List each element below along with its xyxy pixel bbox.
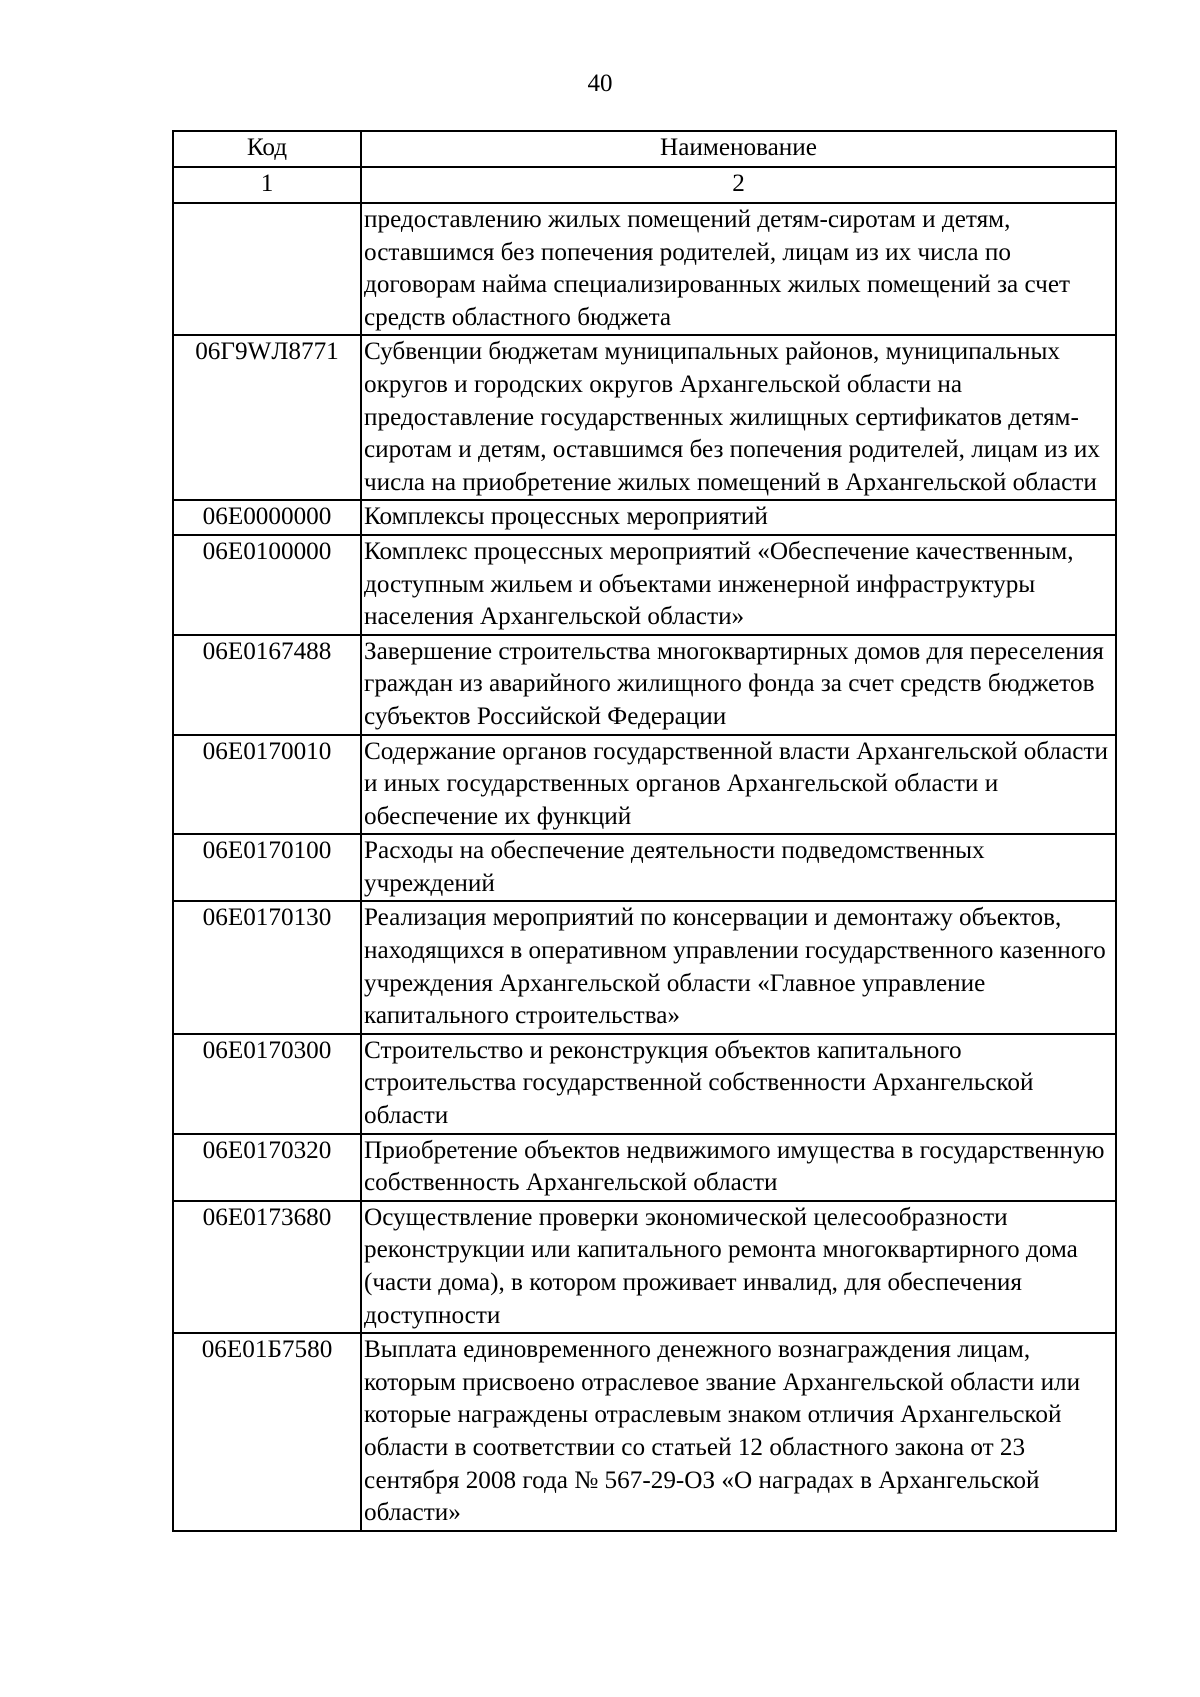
column-number-1: 1 (173, 167, 361, 203)
row-code: 06Е0167488 (173, 635, 361, 735)
table-row (173, 735, 1116, 835)
row-code: 06Е0170100 (173, 834, 361, 901)
table-row (173, 1333, 1116, 1531)
row-name: Выплата единовременного денежного вознаграждения лицам, которым присвоено отраслевое звание Архангельской области или которые награждены отраслевым знаком отличия Архангельской области в соответствии со статьей 12 областного закона от 23 сентября 2008 года № 567-29-ОЗ «О наградах в Архангельской области» (361, 1333, 1116, 1531)
column-number-row (173, 167, 1116, 203)
table-row (173, 335, 1116, 500)
header-row (173, 131, 1116, 167)
row-code: 06Е0100000 (173, 535, 361, 635)
row-code: 06Е0170010 (173, 735, 361, 835)
header-name: Наименование (361, 131, 1116, 167)
table-body (173, 203, 1116, 1531)
row-name: Приобретение объектов недвижимого имущества в государственную собственность Архангельской области (361, 1134, 1116, 1201)
table-row (173, 635, 1116, 735)
row-code: 06Е0170320 (173, 1134, 361, 1201)
table-row (173, 901, 1116, 1033)
row-code: 06Е0170300 (173, 1034, 361, 1134)
row-name: Завершение строительства многоквартирных домов для переселения граждан из аварийного жилищного фонда за счет средств бюджетов субъектов Российской Федерации (361, 635, 1116, 735)
row-name: предоставлению жилых помещений детям-сиротам и детям, оставшимся без попечения родителей, лицам из их числа по договорам найма специализированных жилых помещений за счет средств областного бюджета (361, 203, 1116, 335)
row-name: Расходы на обеспечение деятельности подведомственных учреждений (361, 834, 1116, 901)
row-name: Осуществление проверки экономической целесообразности реконструкции или капитального ремонта многоквартирного дома (части дома), в котором проживает инвалид, для обеспечения доступности (361, 1201, 1116, 1333)
row-name: Содержание органов государственной власти Архангельской области и иных государственных органов Архангельской области и обеспечение их функций (361, 735, 1116, 835)
row-code: 06Е01Б7580 (173, 1333, 361, 1531)
table-row (173, 500, 1116, 535)
table-row (173, 1034, 1116, 1134)
row-code: 06Е0170130 (173, 901, 361, 1033)
row-name: Реализация мероприятий по консервации и демонтажу объектов, находящихся в оперативном управлении государственного казенного учреждения Архангельской области «Главное управление капитального строительства» (361, 901, 1116, 1033)
row-name: Строительство и реконструкция объектов капитального строительства государственной собственности Архангельской области (361, 1034, 1116, 1134)
budget-codes-table (172, 130, 1117, 1532)
row-code: 06Е0000000 (173, 500, 361, 535)
header-code: Код (173, 131, 361, 167)
table-row (173, 203, 1116, 335)
row-name: Комплексы процессных мероприятий (361, 500, 1116, 535)
row-name: Комплекс процессных мероприятий «Обеспечение качественным, доступным жильем и объектами инженерной инфраструктуры населения Архангельской области» (361, 535, 1116, 635)
column-number-2: 2 (361, 167, 1116, 203)
table-row (173, 1134, 1116, 1201)
row-code: 06Г9WЛ8771 (173, 335, 361, 500)
page-number: 40 (587, 70, 613, 97)
row-code: 06Е0173680 (173, 1201, 361, 1333)
row-code (173, 203, 361, 335)
table-row (173, 1201, 1116, 1333)
table-row (173, 535, 1116, 635)
table-header (173, 131, 1116, 203)
table-row (173, 834, 1116, 901)
row-name: Субвенции бюджетам муниципальных районов, муниципальных округов и городских округов Архангельской области на предоставление государственных жилищных сертификатов детям-сиротам и детям, оставшимся без попечения родителей, лицам из их числа на приобретение жилых помещений в Архангельской области (361, 335, 1116, 500)
